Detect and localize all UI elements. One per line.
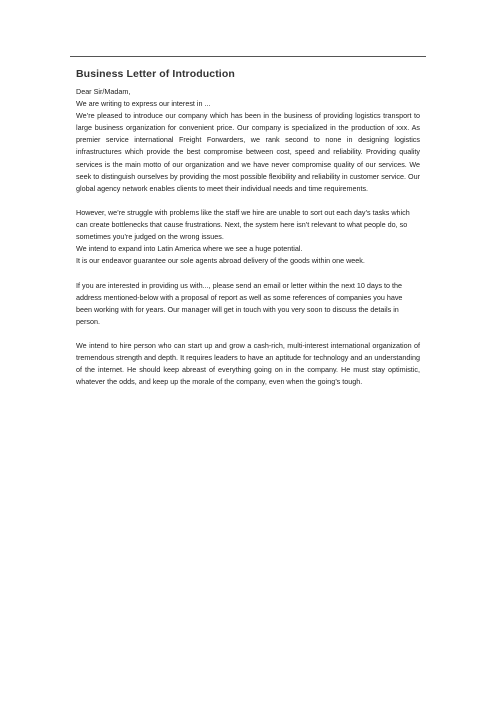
- letter-body: [76, 67, 420, 388]
- header-rule: [70, 56, 426, 57]
- document-title: Business Letter of Introduction: [76, 68, 235, 80]
- salutation: Dear Sir/Madam,: [76, 87, 131, 96]
- paragraph-request: If you are interested in providing us with..., please send an email or letter within the next 10 days to the address mentioned-below with a proposal of report as well as some references of companies you have been working with for years. Our manager will get in touch with you very soon to discuss the details in person.: [76, 280, 403, 326]
- paragraph-spacer: [76, 267, 420, 279]
- paragraph-problems: However, we’re struggle with problems like the staff we hire are unable to sort out each day’s tasks which can create bottlenecks that cause frustrations. Next, the system here isn’t relevant to what people do, so sometimes you’re judged on the wrong issues.: [76, 207, 410, 242]
- paragraph-hiring: We intend to hire person who can start up and grow a cash-rich, multi-interest international organization of tremendous strength and depth. It requires leaders to have an aptitude for technology and an understanding of the internet. He should keep abreast of everything going on in the company. He must stay optimistic, whatever the odds, and keep up the morale of the company, even when the going’s tough.: [76, 340, 420, 387]
- paragraph-spacer: [76, 328, 420, 340]
- paragraph-spacer: [76, 195, 420, 207]
- line-endeavor: It is our endeavor guarantee our sole agents abroad delivery of the goods within one week.: [76, 256, 365, 266]
- paragraph-company-intro: We’re pleased to introduce our company which has been in the business of providing logistics transport to large business organization for convenient price. Our company is specialized in the production of xxx. As premier service international Freight Forwarders, we rank second to none in designing logistics infrastructures which provide the best compromise between cost, speed and reliability. Providing quality services is the main motto of our organization and we have never compromise quality of our services. We seek to distinguish ourselves by providing the most possible flexibility and reliability in customer service. Our global agency network enables clients to meet their individual needs and time requirements.: [76, 111, 420, 193]
- opening-line: We are writing to express our interest in ...: [76, 99, 211, 109]
- line-expand: We intend to expand into Latin America where we see a huge potential.: [76, 244, 303, 254]
